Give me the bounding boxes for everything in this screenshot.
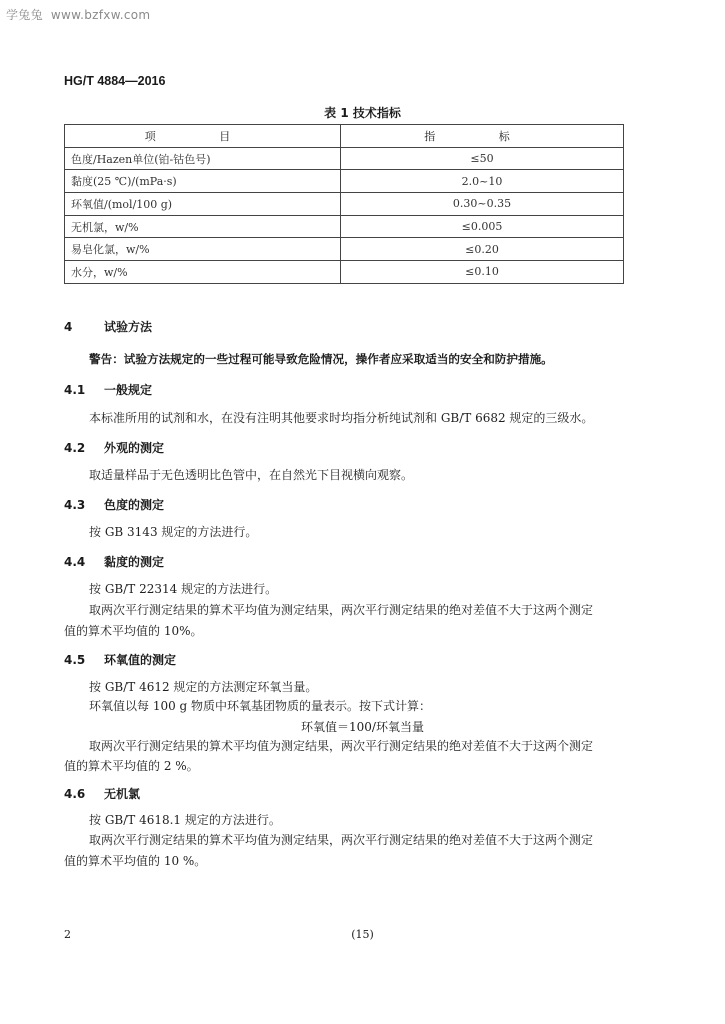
section-4-3-heading bbox=[64, 496, 164, 513]
section-title: 环氧值的测定 bbox=[104, 653, 177, 667]
paragraph: 取两次平行测定结果的算术平均值为测定结果，两次平行测定结果的绝对差值不大于这两个测定 bbox=[89, 739, 594, 753]
section-number: 4.4 bbox=[64, 555, 86, 569]
row-value: ≤50 bbox=[341, 147, 624, 170]
paragraph-continuation: 值的算术平均值的 10 %。 bbox=[64, 854, 207, 868]
paragraph-continuation: 值的算术平均值的 10%。 bbox=[64, 624, 203, 638]
section-4-1-heading bbox=[64, 381, 152, 398]
row-value: ≤0.005 bbox=[341, 215, 624, 238]
table-row bbox=[65, 215, 624, 238]
table-header-row bbox=[65, 125, 624, 148]
header-item: 项 目 bbox=[65, 125, 341, 148]
section-4-4-heading bbox=[64, 553, 164, 570]
row-item: 色度/Hazen单位(铂-钴色号) bbox=[65, 147, 341, 170]
paragraph: 取适量样品于无色透明比色管中，在自然光下目视横向观察。 bbox=[89, 468, 414, 482]
row-value: 0.30~0.35 bbox=[341, 193, 624, 216]
paragraph-continuation: 值的算术平均值的 2 %。 bbox=[64, 759, 199, 773]
row-item: 黏度(25 ℃)/(mPa·s) bbox=[65, 170, 341, 193]
section-4-2-heading bbox=[64, 439, 164, 456]
table-caption: 表 1 技术指标 bbox=[324, 106, 401, 120]
table-row bbox=[65, 193, 624, 216]
paragraph: 按 GB/T 4618.1 规定的方法进行。 bbox=[89, 813, 281, 827]
table-row bbox=[65, 261, 624, 284]
paragraph: 按 GB/T 22314 规定的方法进行。 bbox=[89, 582, 278, 596]
section-title: 外观的测定 bbox=[104, 441, 165, 455]
watermark bbox=[6, 6, 150, 23]
section-title: 无机氯 bbox=[104, 787, 141, 801]
section-title: 色度的测定 bbox=[104, 498, 165, 512]
section-number: 4.2 bbox=[64, 441, 86, 455]
row-item: 水分，w/% bbox=[65, 261, 341, 284]
row-value: ≤0.10 bbox=[341, 261, 624, 284]
paragraph: 环氧值以每 100 g 物质中环氧基团物质的量表示。按下式计算： bbox=[89, 699, 432, 713]
section-4-5-heading bbox=[64, 651, 176, 668]
page-sequence: (15) bbox=[351, 928, 374, 941]
page-number: 2 bbox=[64, 928, 71, 941]
paragraph: 取两次平行测定结果的算术平均值为测定结果，两次平行测定结果的绝对差值不大于这两个测定 bbox=[89, 833, 594, 847]
paragraph: 取两次平行测定结果的算术平均值为测定结果，两次平行测定结果的绝对差值不大于这两个测定 bbox=[89, 603, 594, 617]
section-4-heading bbox=[64, 318, 152, 335]
section-title: 一般规定 bbox=[104, 383, 153, 397]
table-row bbox=[65, 238, 624, 261]
row-item: 环氧值/(mol/100 g) bbox=[65, 193, 341, 216]
section-title: 黏度的测定 bbox=[104, 555, 165, 569]
paragraph: 按 GB 3143 规定的方法进行。 bbox=[89, 525, 258, 539]
formula: 环氧值＝100/环氧当量 bbox=[301, 720, 424, 734]
section-number: 4.6 bbox=[64, 787, 86, 801]
row-value: ≤0.20 bbox=[341, 238, 624, 261]
section-title: 试验方法 bbox=[104, 320, 153, 334]
table-row bbox=[65, 170, 624, 193]
section-number: 4.1 bbox=[64, 383, 86, 397]
standard-code: HG/T 4884—2016 bbox=[64, 74, 166, 88]
paragraph: 本标准所用的试剂和水，在没有注明其他要求时均指分析纯试剂和 GB/T 6682 规定的三级水。 bbox=[89, 411, 594, 425]
safety-warning: 警告：试验方法规定的一些过程可能导致危险情况，操作者应采取适当的安全和防护措施。 bbox=[89, 352, 553, 366]
section-number: 4 bbox=[64, 320, 73, 334]
row-item: 易皂化氯，w/% bbox=[65, 238, 341, 261]
section-number: 4.5 bbox=[64, 653, 86, 667]
row-value: 2.0~10 bbox=[341, 170, 624, 193]
table-row bbox=[65, 147, 624, 170]
watermark-site: www.bzfxw.com bbox=[50, 8, 151, 22]
header-value: 指 标 bbox=[341, 125, 624, 148]
paragraph: 按 GB/T 4612 规定的方法测定环氧当量。 bbox=[89, 680, 318, 694]
watermark-brand: 学兔兔 bbox=[6, 8, 43, 22]
row-item: 无机氯，w/% bbox=[65, 215, 341, 238]
spec-table bbox=[64, 124, 624, 284]
section-4-6-heading bbox=[64, 785, 140, 802]
section-number: 4.3 bbox=[64, 498, 86, 512]
